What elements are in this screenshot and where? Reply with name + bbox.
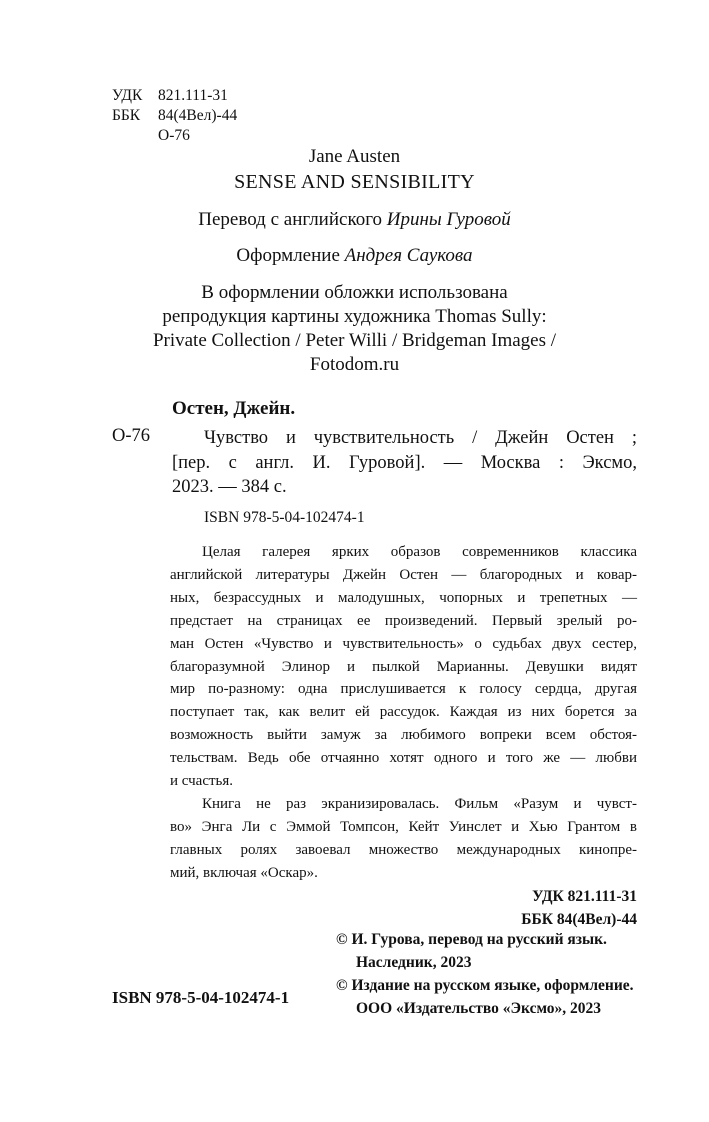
cover-line: Fotodom.ru xyxy=(309,354,400,375)
translator-name: Ирины Гуровой xyxy=(386,209,511,230)
classification-block xyxy=(112,86,237,146)
original-author: Jane Austen xyxy=(308,146,401,167)
translation-credit xyxy=(80,209,629,231)
copyright-line: © Издание на русском языке, оформление. xyxy=(336,977,634,994)
author-mark: О-76 xyxy=(158,127,190,144)
annotation-line: ных, безрассудных и малодушных, чопорных и трепетных — xyxy=(170,589,637,606)
annotation-line: мир по-разному: одна прислушивается к голосу сердца, другая xyxy=(170,681,637,698)
annotation-line: и счастья. xyxy=(170,773,234,790)
catalog-entry xyxy=(172,426,637,500)
cover-credit xyxy=(80,281,629,377)
annotation-line: ман Остен «Чувство и чувствительность» о судьбах двух сестер, xyxy=(170,635,637,652)
annotation-line: тельствам. Ведь обе отчаянно хотят одного и того же — любви xyxy=(170,750,637,767)
original-title: SENSE AND SENSIBILITY xyxy=(234,171,475,193)
copyright-line: ООО «Издательство «Эксмо», 2023 xyxy=(356,1000,602,1017)
catalog-line: Чувство и чувствительность / Джейн Остен ; xyxy=(204,428,637,448)
cover-line: Private Collection / Peter Willi / Bridgeman Images / xyxy=(152,330,557,351)
annotation-paragraph-2 xyxy=(170,793,637,885)
annotation-line: Книга не раз экранизировалась. Фильм «Разум и чувст- xyxy=(202,796,637,812)
annotation-paragraph-1 xyxy=(170,541,637,793)
copyright-line: © И. Гурова, перевод на русский язык. xyxy=(336,931,607,948)
annotation-line: во» Энга Ли с Эммой Томпсон, Кейт Уинслет и Хью Грантом в xyxy=(170,818,637,835)
catalog-isbn: ISBN 978-5-04-102474-1 xyxy=(204,509,365,526)
design-prefix: Оформление xyxy=(236,245,345,266)
annotation-line: мий, включая «Оскар». xyxy=(170,864,318,881)
catalog-line: 2023. — 384 с. xyxy=(172,477,287,497)
footer-isbn: ISBN 978-5-04-102474-1 xyxy=(112,988,290,1007)
copyright-line: Наследник, 2023 xyxy=(356,954,472,971)
annotation-line: поступает так, как велит ей рассудок. Каждая из них борется за xyxy=(170,704,637,721)
bbk-label: ББК xyxy=(112,107,141,124)
cover-line: репродукция картины художника Thomas Sully: xyxy=(162,306,547,327)
annotation-line: английской литературы Джейн Остен — благородных и ковар- xyxy=(170,566,637,583)
annotation-line: возможность выйти замуж за любимого вопреки всем обстоя- xyxy=(170,727,637,744)
annotation-line: Целая галерея ярких образов современников классика xyxy=(202,544,637,560)
catalog-mark: О-76 xyxy=(112,426,151,446)
annotation-line: предстает на страницах ее произведений. Первый зрелый ро- xyxy=(170,612,637,629)
annotation-line: главных ролях завоевал множество международных кинопре- xyxy=(170,841,637,858)
designer-name: Андрея Саукова xyxy=(344,245,473,266)
design-credit xyxy=(80,245,629,267)
copyright-block xyxy=(336,928,656,1020)
udk-label: УДК xyxy=(112,87,143,104)
annotation-classification xyxy=(400,885,637,931)
udk-value: 821.111-31 xyxy=(158,87,228,104)
catalog-heading: Остен, Джейн. xyxy=(172,398,296,419)
annotation-udk: УДК 821.111-31 xyxy=(532,888,637,905)
annotation-bbk: ББК 84(4Вел)-44 xyxy=(521,911,637,928)
bbk-value: 84(4Вел)-44 xyxy=(158,107,238,124)
cover-line: В оформлении обложки использована xyxy=(201,282,508,303)
translation-prefix: Перевод с английского xyxy=(198,209,387,230)
catalog-line: [пер. с англ. И. Гуровой]. — Москва : Эксмо, xyxy=(172,452,637,473)
annotation-line: благоразумной Элинор и пылкой Марианны. Девушки видят xyxy=(170,658,637,675)
